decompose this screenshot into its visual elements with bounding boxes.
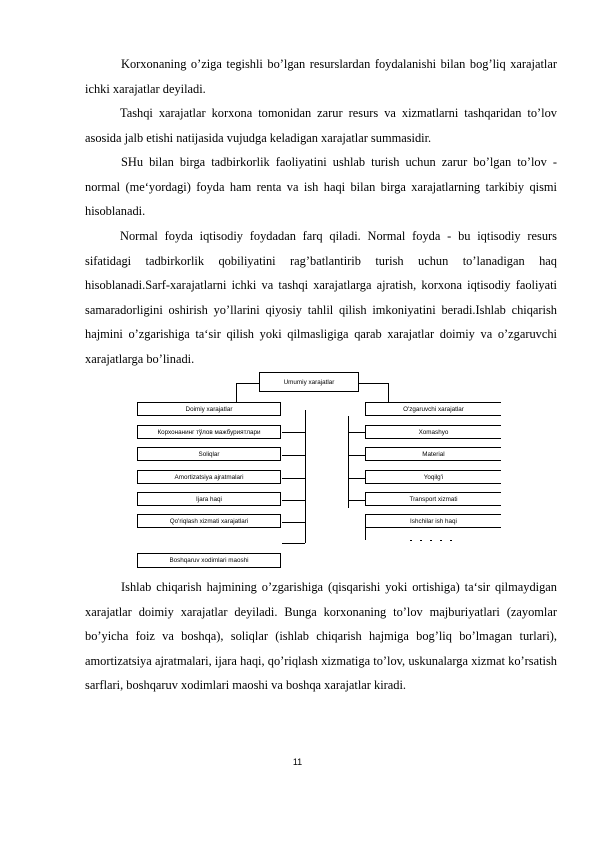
- box-variable-item-3: Yoqilg'i: [365, 470, 501, 484]
- connector-right-arrow-2: [348, 455, 365, 456]
- paragraph-external-costs: Tashqi xarajatlar korxona tomonidan zarur resurs va xizmatlarni tashqaridan to’lov asosida jalb etishi natijasida vujudga keladigan xarajatlar summasidir.: [85, 106, 557, 145]
- connector-right-bottom-dash: [410, 540, 460, 541]
- connector-center-vertical: [305, 410, 306, 543]
- box-fixed-item-6: Boshqaruv xodimlari maoshi: [137, 553, 281, 568]
- box-fixed-item-4: Ijara haqi: [137, 492, 281, 506]
- page-number: 11: [292, 757, 303, 767]
- paragraph-fixed-costs: Ishlab chiqarish hajmining o’zgarishiga (qisqarishi yoki ortishiga) ta‘sir qilmaydigan xarajatlar doimiy xarajatlar deyiladi. Bunga korxonaning to’lov majburiyatlari (zayomlar bo’yicha foiz va boshqa), soliqlar (ishlab chiqarish hajmiga bog’liq bo’lmagan turlari), amortizatsiya ajratmalari, ijara haqi, qo’riqlash xizmatiga to’lov, uskunalarga xizmat ko’rsatish sarflari, boshqaruv xodimlari maoshi va boshqa xarajatlar kiradi.: [85, 580, 557, 692]
- connector-right-arrow-1: [348, 432, 365, 433]
- paragraph-internal-costs: Korxonaning o’ziga tegishli bo’lgan resurslardan foydalanishi bilan bog’liq xarajatlar ichki xarajatlar deyiladi.: [85, 57, 557, 96]
- box-fixed-item-3: Amortizatsiya ajratmalari: [137, 470, 281, 484]
- box-variable-item-4: Transport xizmati: [365, 492, 501, 506]
- connector-arrow-row-1: [282, 432, 305, 433]
- connector-top-left-vertical: [236, 383, 237, 402]
- connector-arrow-row-5: [282, 522, 305, 523]
- connector-right-vertical: [348, 416, 349, 508]
- connector-right-arrow-3: [348, 478, 365, 479]
- connector-arrow-row-3: [282, 478, 305, 479]
- box-variable-item-1: Xomashyo: [365, 425, 501, 439]
- connector-right-bottom-tick: [365, 528, 366, 540]
- connector-top-right-vertical: [388, 383, 389, 402]
- box-fixed-item-1: Корхонанинг тўлов мажбуриятлари: [137, 425, 281, 439]
- connector-arrow-row-6: [282, 543, 305, 544]
- paragraph-normal-profit: Normal foyda iqtisodiy foydadan farq qiladi. Normal foyda - bu iqtisodiy resurs sifatidagi tadbirkorlik qobiliyatini rag’batlantirib turish uchun to’lanadigan haq hisoblanadi.Sarf-xarajatlarni ichki va tashqi xarajatlarga ajratish, korxona iqtisodiy faoliyati samaradorligini oshirish yo’llarini qiyosiy tahlil qilish imkoniyatini beradi.Ishlab chiqarish hajmini o’zgarishiga ta‘sir qilish yoki qilmasligiga qarab xarajatlar doimiy va o’zgaruvchi xarajatlarga bo’linadi.: [85, 229, 557, 366]
- connector-arrow-row-2: [282, 455, 305, 456]
- box-variable-costs-header: O'zgaruvchi xarajatlar: [365, 402, 501, 416]
- box-variable-item-5: Ishchilar ish haqi: [365, 514, 501, 528]
- box-fixed-item-5: Qo'riqlash xizmati xarajatlari: [137, 514, 281, 528]
- connector-top-right-horizontal: [358, 383, 388, 384]
- connector-arrow-row-4: [282, 500, 305, 501]
- box-fixed-costs-header: Doimiy xarajatlar: [137, 402, 281, 416]
- connector-top-left-horizontal: [236, 383, 259, 384]
- paragraph-normal-profit-cost: SHu bilan birga tadbirkorlik faoliyatini ushlab turish uchun zarur bo’lgan to’lov - normal (me‘yordagi) foyda ham renta va ish haqi bilan birga xarajatlarning tarkibiy qismi hisoblanadi.: [85, 155, 557, 218]
- box-total-costs: Umumiy xarajatlar: [259, 372, 359, 392]
- connector-right-arrow-4: [348, 500, 365, 501]
- box-variable-item-2: Material: [365, 447, 501, 461]
- box-fixed-item-2: Soliqlar: [137, 447, 281, 461]
